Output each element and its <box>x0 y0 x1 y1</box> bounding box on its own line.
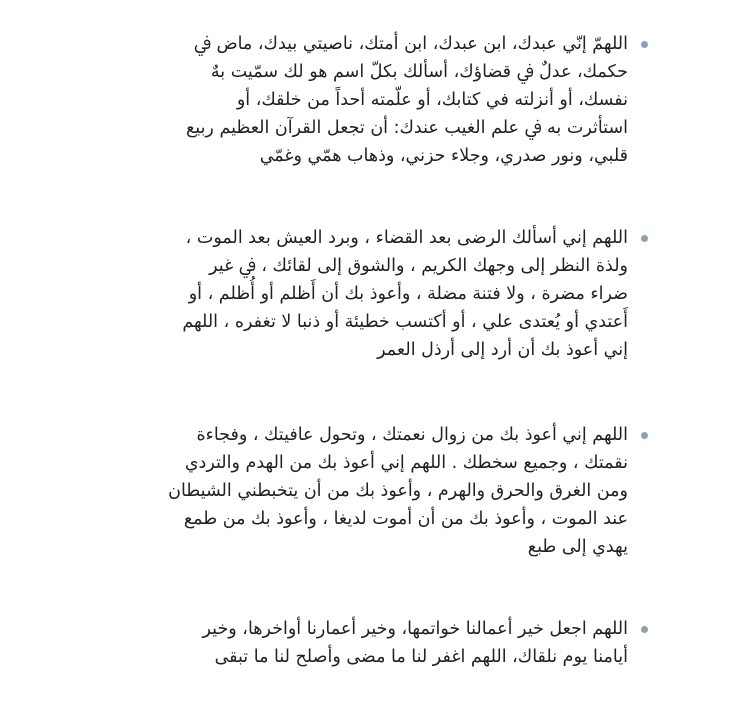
text-line: ولذة النظر إلى وجهك الكريم ، والشوق إلى لقائك ، ﰲ غير <box>209 256 628 276</box>
text-line: حكمك، عدلٌ ﰲ قضاؤك، أسألك بكلّ اسم هو لك سمّيت بهٌ <box>210 62 628 82</box>
text-line: اللهم إني أعوذ بك من زوال نعمتك ، وتحول عافيتك ، وفجاءة <box>196 425 628 445</box>
supplication-paragraph <box>108 224 628 364</box>
text-line: استأثرت به ﰲ علم الغيب عندك: أن تجعل القرآن العظيم ربيع <box>185 118 628 138</box>
text-line: أَعتدي أو يُعتدى علي ، أو أكتسب خطيئة أو ذنبا لا تغفره ، اللهم <box>182 312 628 332</box>
text-line: اللهمّ إنّي عبدك، ابن عبدك، ابن أمتك، ناصيتي بيدك، ماض ﰲ <box>193 34 628 54</box>
text-line: عند الموت ، وأعوذ بك من أن أموت لديغا ، وأعوذ بك من طمع <box>183 509 628 529</box>
text-line: أيامنا يوم نلقاك، اللهم اغفر لنا ما مضى وأصلح لنا ما تبقى <box>214 647 628 667</box>
bullet-icon <box>641 41 648 48</box>
supplication-paragraph <box>108 421 628 561</box>
supplication-paragraph <box>108 615 628 671</box>
bullet-icon <box>641 432 648 439</box>
text-line: نقمتك ، وجميع سخطك . اللهم إني أعوذ بك من الهدم والتردي <box>184 453 628 473</box>
text-line: نفسك، أو أنزلته في كتابك، أو علّمته أحداً من خلقك، أو <box>236 90 628 110</box>
text-line: ضراء مضرة ، ولا فتنة مضلة ، وأعوذ بك أن أَظلم أو أُظلم ، أو <box>188 284 628 304</box>
text-line: إني أعوذ بك أن أرد إلى أرذل العمر <box>377 340 628 360</box>
text-line: اللهم إني أسألك الرضى بعد القضاء ، وبرد العيش بعد الموت ، <box>185 228 628 248</box>
text-line: ومن الغرق والحرق والهرم ، وأعوذ بك من أن يتخبطني الشيطان <box>168 481 628 501</box>
text-line: قلبي، ونور صدري، وجلاء حزني، وذهاب همّي وغمّي <box>259 146 628 166</box>
supplication-paragraph <box>108 30 628 170</box>
bullet-icon <box>641 626 648 633</box>
text-line: اللهم اجعل خير أعمالنا خواتمها، وخير أعمارنا أواخرها، وخير <box>202 619 628 639</box>
bullet-icon <box>641 235 648 242</box>
text-line: يهدي إلى طبع <box>527 537 628 557</box>
